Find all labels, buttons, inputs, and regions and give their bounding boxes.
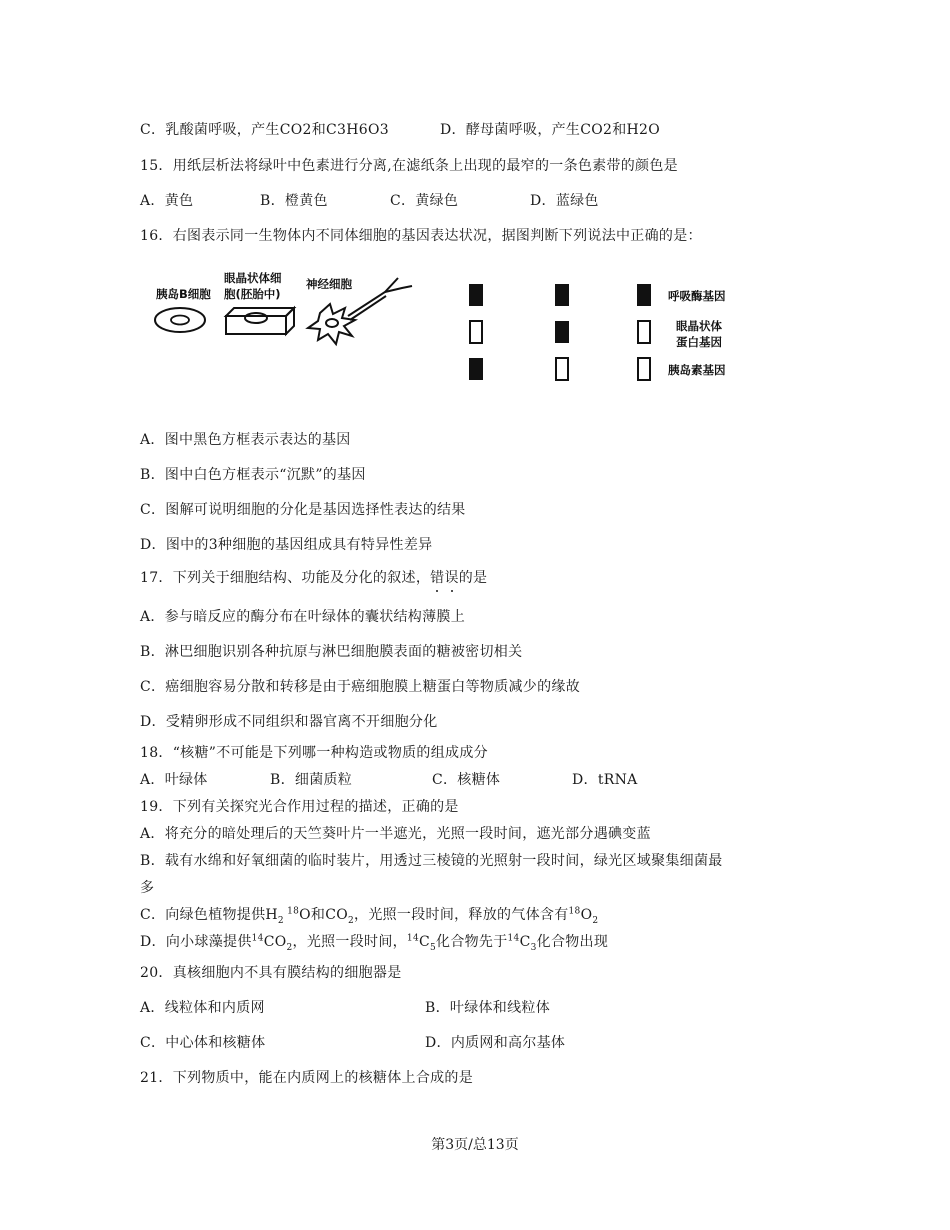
- q20-stem: 20．真核细胞内不具有膜结构的细胞器是: [140, 965, 402, 981]
- q17-option-d: D．受精卵形成不同组织和器官离不开细胞分化: [140, 714, 438, 730]
- label-islet-b-cell: 胰岛B细胞: [156, 287, 211, 301]
- q19-d-sup3: 14: [507, 933, 520, 944]
- q19-d-sup2: 14: [406, 933, 419, 944]
- q19-c-sup2: 18: [568, 906, 581, 917]
- q19-option-d: [140, 932, 608, 952]
- q18-stem: 18．“核糖”不可能是下列哪一种构造或物质的组成成分: [140, 745, 488, 761]
- q16-option-b: B．图中白色方框表示“沉默”的基因: [140, 467, 366, 483]
- q19-c-sub1: 2: [277, 915, 284, 926]
- q15-option-c: C．黄绿色: [390, 193, 459, 209]
- label-lens-cell-line2: 胞(胚胎中): [224, 287, 281, 301]
- q20-option-a: A．线粒体和内质网: [140, 1000, 265, 1016]
- legend-respiration-enzyme-gene: 呼吸酶基因: [668, 289, 726, 303]
- q19-c-sub3: 2: [592, 915, 599, 926]
- q15-option-a: A．黄色: [140, 193, 194, 209]
- q19-c-sup1: 18: [287, 906, 300, 917]
- q19-d-part7: 化合物出现: [536, 934, 609, 950]
- q18-option-d: D．tRNA: [572, 772, 638, 788]
- q19-d-part6: C: [519, 934, 531, 950]
- q17-option-b: B．淋巴细胞识别各种抗原与淋巴细胞膜表面的糖被密切相关: [140, 644, 523, 660]
- q19-option-b-line2: 多: [140, 880, 155, 896]
- gene-expression-figure: [150, 268, 770, 393]
- gene-box-c2-r2: [555, 321, 569, 343]
- q20-option-b: B．叶绿体和线粒体: [425, 1000, 550, 1016]
- q18-option-c: C．核糖体: [432, 772, 501, 788]
- q19-c-part3: ，光照一段时间，释放的气体含有: [354, 907, 569, 923]
- q17-stem-post: 的是: [458, 570, 488, 586]
- q19-d-sup1: 14: [251, 933, 264, 944]
- q15-stem: 15．用纸层析法将绿叶中色素进行分离,在滤纸条上出现的最窄的一条色素带的颜色是: [140, 158, 678, 174]
- q19-option-b-line1: B．载有水绵和好氧细菌的临时装片，用透过三棱镜的光照射一段时间，绿光区域聚集细菌最: [140, 853, 723, 869]
- q21-stem: 21．下列物质中，能在内质网上的核糖体上合成的是: [140, 1070, 474, 1086]
- q17-option-c: C．癌细胞容易分散和转移是由于癌细胞膜上糖蛋白等物质减少的缘故: [140, 679, 581, 695]
- q20-option-c: C．中心体和核糖体: [140, 1035, 266, 1051]
- q19-option-c: [140, 905, 598, 925]
- q19-d-part1: D．向小球藻提供: [140, 934, 252, 950]
- q19-stem: 19．下列有关探究光合作用过程的描述，正确的是: [140, 799, 459, 815]
- gene-box-c1-r2: [470, 321, 482, 343]
- q19-d-sub3: 3: [530, 942, 537, 953]
- q16-option-d: D．图中的3种细胞的基因组成具有特异性差异: [140, 537, 433, 553]
- islet-cell-shape: [155, 308, 205, 332]
- q19-d-part2: CO: [263, 934, 287, 950]
- gene-box-c1-r1: [469, 284, 483, 306]
- q17-stem-pre: 17．下列关于细胞结构、功能及分化的叙述，: [140, 570, 431, 586]
- q19-c-sub2: 2: [348, 915, 355, 926]
- q20-option-d: D．内质网和高尔基体: [425, 1035, 566, 1051]
- legend-box-filled: [637, 284, 651, 306]
- q16-stem: 16．右图表示同一生物体内不同体细胞的基因表达状况，据图判断下列说法中正确的是：: [140, 228, 702, 244]
- q19-d-part5: 化合物先于: [436, 934, 508, 950]
- gene-box-c1-r3: [469, 358, 483, 380]
- legend-lens-protein-gene-line2: 蛋白基因: [676, 335, 722, 349]
- gene-box-c2-r3: [556, 358, 568, 380]
- q19-d-part4: C: [418, 934, 430, 950]
- q19-c-part2: O和CO: [299, 907, 348, 923]
- q14-option-c: C．乳酸菌呼吸，产生CO2和C3H6O3: [140, 122, 389, 138]
- q16-option-c: C．图解可说明细胞的分化是基因选择性表达的结果: [140, 502, 466, 518]
- q15-option-b: B．橙黄色: [260, 193, 328, 209]
- legend-insulin-gene: 胰岛素基因: [668, 363, 726, 377]
- q17-option-a: A．参与暗反应的酶分布在叶绿体的囊状结构薄膜上: [140, 609, 466, 625]
- q14-option-d: D．酵母菌呼吸，产生CO2和H2O: [440, 122, 661, 138]
- q19-d-part3: ，光照一段时间，: [292, 934, 407, 950]
- q19-c-part4: O: [580, 907, 593, 923]
- q19-c-part1: C．向绿色植物提供H: [140, 907, 278, 923]
- q17-emphasis-2: 误: [444, 570, 459, 586]
- legend-box-empty-1: [638, 321, 650, 343]
- lens-cell-shape: [226, 308, 294, 334]
- q18-option-b: B．细菌质粒: [270, 772, 353, 788]
- q16-option-a: A．图中黑色方框表示表达的基因: [140, 432, 351, 448]
- page-footer: 第3页/总13页: [431, 1137, 519, 1153]
- q19-d-sub1: 2: [286, 942, 293, 953]
- q17-emphasis-1: 错: [430, 570, 445, 586]
- q19-d-sub2: 5: [430, 942, 437, 953]
- q18-option-a: A．叶绿体: [140, 772, 208, 788]
- q19-option-a: A．将充分的暗处理后的天竺葵叶片一半遮光，光照一段时间，遮光部分遇碘变蓝: [140, 826, 651, 842]
- label-lens-cell-line1: 眼晶状体细: [224, 271, 282, 285]
- label-neuron: 神经细胞: [306, 277, 352, 291]
- islet-cell-nucleus: [171, 316, 189, 325]
- q15-option-d: D．蓝绿色: [530, 193, 599, 209]
- legend-lens-protein-gene-line1: 眼晶状体: [676, 319, 722, 333]
- q17-stem: [140, 568, 487, 588]
- gene-box-c2-r1: [555, 284, 569, 306]
- legend-box-empty-2: [638, 358, 650, 380]
